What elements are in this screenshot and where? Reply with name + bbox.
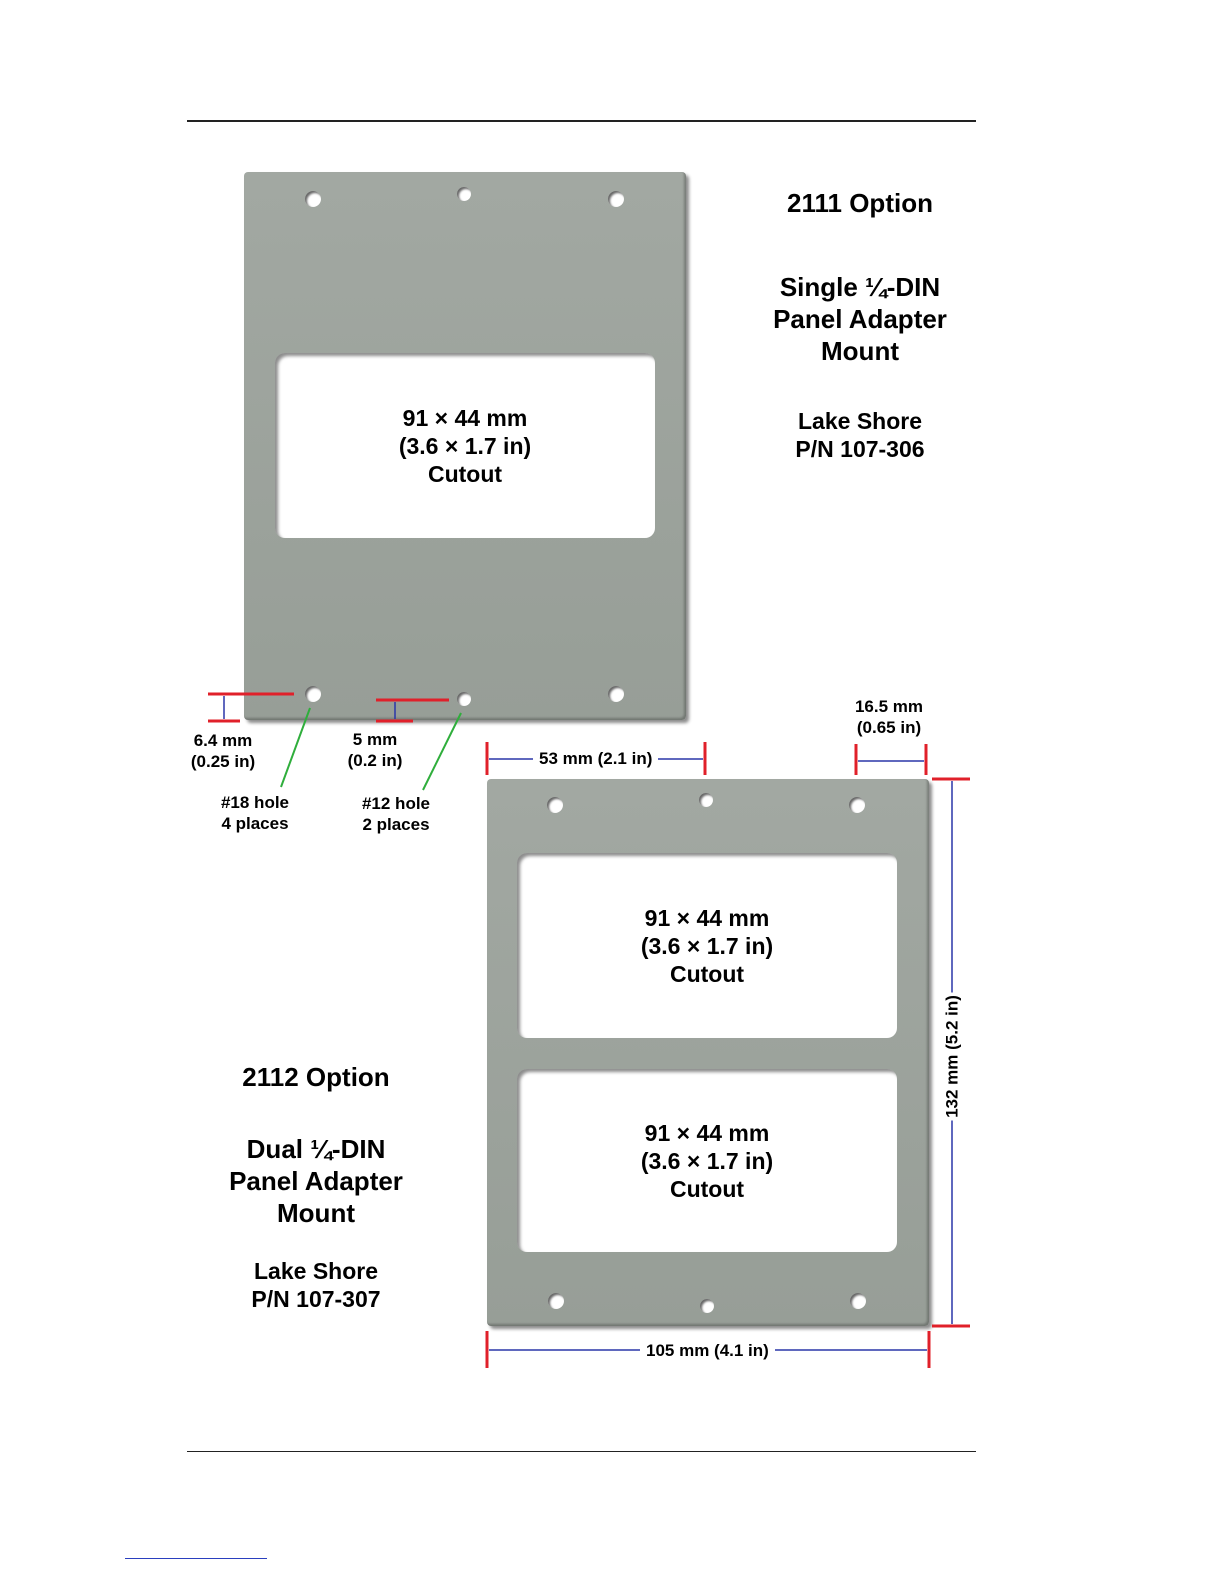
option-2112-desc-line: Mount xyxy=(277,1198,355,1228)
hole18-leader xyxy=(281,708,310,787)
cutout-label: Cutout xyxy=(427,460,503,487)
center-offset-label xyxy=(340,729,410,771)
width-label: 105 mm (4.1 in) xyxy=(640,1340,775,1361)
cutout-label: Cutout xyxy=(669,960,745,987)
option-2111-desc-line: Mount xyxy=(821,336,899,366)
edge-offset-in: (0.25 in) xyxy=(190,752,256,771)
hole18-type: #18 hole xyxy=(220,793,290,812)
option-2112-part-number: P/N 107-307 xyxy=(251,1286,381,1312)
hole12-count: 2 places xyxy=(362,815,430,834)
edge-offset-label xyxy=(186,730,260,772)
cutout-size-mm: 91 × 44 mm xyxy=(402,404,528,431)
option-2111-desc-line: Single ¼-DIN xyxy=(779,272,941,302)
center-offset-mm: 5 mm xyxy=(352,730,398,749)
cutout-size-in: (3.6 × 1.7 in) xyxy=(398,432,532,459)
side-margin-label xyxy=(846,696,932,738)
side-margin-in: (0.65 in) xyxy=(856,718,922,737)
cutout-size-in: (3.6 × 1.7 in) xyxy=(640,932,774,959)
height-label: 132 mm (5.2 in) xyxy=(942,993,963,1121)
cutout-size-mm: 91 × 44 mm xyxy=(644,904,770,931)
edge-offset-mm: 6.4 mm xyxy=(193,731,253,750)
option-2111-vendor: Lake Shore xyxy=(798,408,922,434)
hole12-leader xyxy=(423,713,461,790)
option-2112-vendor: Lake Shore xyxy=(254,1258,378,1284)
option-2111-title: 2111 Option xyxy=(787,188,933,218)
hole-spacing-label: 53 mm (2.1 in) xyxy=(533,748,658,769)
option-2111-part-number: P/N 107-306 xyxy=(795,436,925,462)
hole12-callout xyxy=(353,793,439,835)
option-2112-desc-line: Panel Adapter xyxy=(229,1166,403,1196)
hole12-type: #12 hole xyxy=(361,794,431,813)
cutout-size-in: (3.6 × 1.7 in) xyxy=(640,1147,774,1174)
hole18-count: 4 places xyxy=(221,814,289,833)
hole18-callout xyxy=(212,792,298,834)
side-margin-mm: 16.5 mm xyxy=(854,697,924,716)
center-offset-in: (0.2 in) xyxy=(347,751,403,770)
option-2111-desc-line: Panel Adapter xyxy=(773,304,947,334)
cutout-size-mm: 91 × 44 mm xyxy=(644,1119,770,1146)
option-2112-title: 2112 Option xyxy=(242,1062,390,1092)
cutout-label: Cutout xyxy=(669,1175,745,1202)
option-2112-desc-line: Dual ¼-DIN xyxy=(246,1134,386,1164)
